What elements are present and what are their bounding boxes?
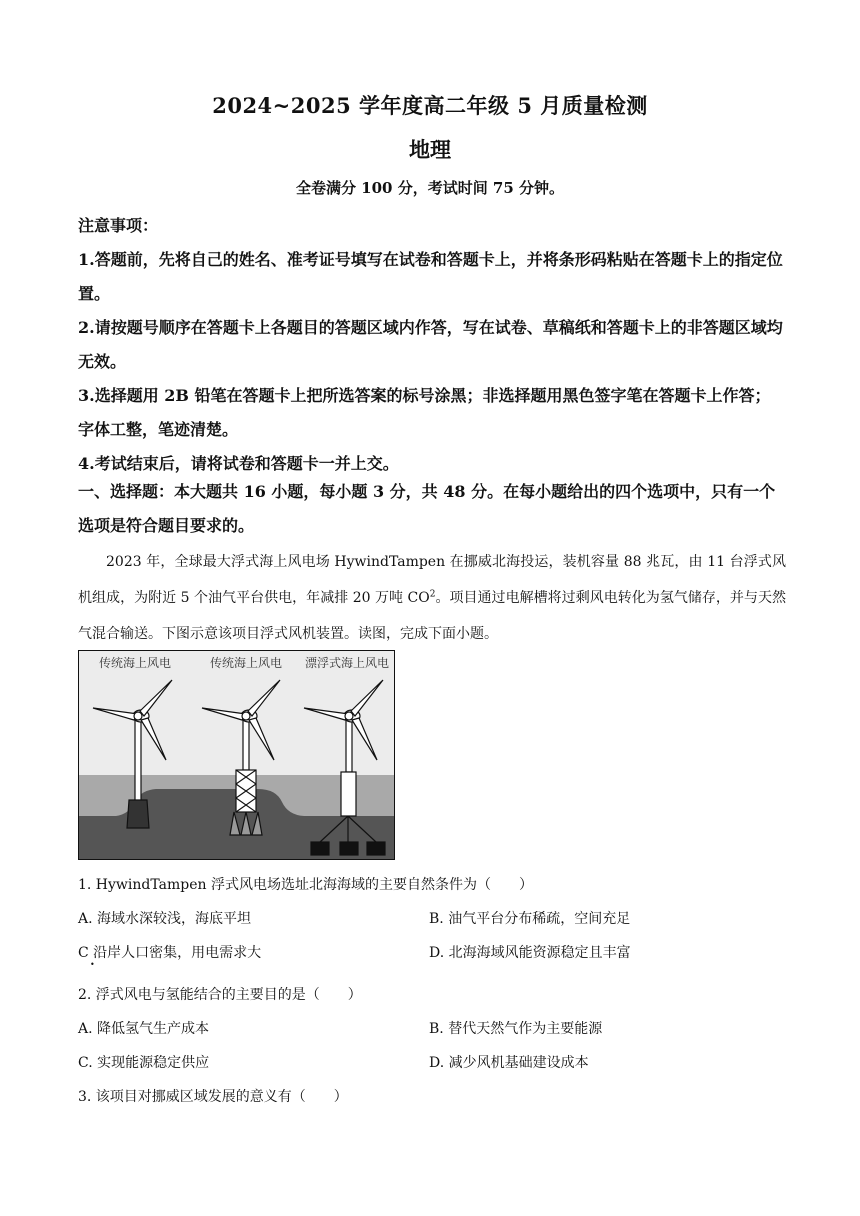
option-row <box>78 938 786 972</box>
option-b: B. 油气平台分布稀疏，空间充足 <box>429 911 631 927</box>
option-row <box>78 1048 786 1082</box>
turbine-hub <box>134 712 142 720</box>
anchor-block <box>311 842 329 855</box>
wind-turbine-diagram <box>78 650 395 860</box>
option-d: D. 北海海域风能资源稳定且丰富 <box>429 945 631 961</box>
passage-subscript: 2 <box>429 589 436 600</box>
turbine-label: 传统海上风电 <box>209 656 283 670</box>
note-item: 4.考试结束后，请将试卷和答题卡一并上交。 <box>78 454 399 473</box>
reading-passage <box>78 544 786 652</box>
floating-spar-buoy <box>341 772 356 816</box>
question-stem: 2. 浮式风电与氢能结合的主要目的是（ ） <box>78 987 362 1003</box>
exam-meta: 全卷满分 100 分，考试时间 75 分钟。 <box>295 179 565 197</box>
option-c: C 沿岸人口密集，用电需求大 <box>78 945 262 961</box>
subject-title: 地理 <box>409 137 451 162</box>
option-a: A. 降低氢气生产成本 <box>78 1021 210 1037</box>
note-item: 2.请按题号顺序在答题卡上各题目的答题区域内作答，写在试卷、草稿纸和答题卡上的非答题区域均无效。 <box>78 318 783 371</box>
option-b: B. 替代天然气作为主要能源 <box>429 1021 603 1037</box>
wind-turbine-figure <box>78 650 395 860</box>
exam-title: 2024~2025 学年度高二年级 5 月质量检测 <box>212 93 648 118</box>
jacket-piles <box>230 812 262 835</box>
section-heading <box>78 475 784 543</box>
option-a: A. 海域水深较浅，海底平坦 <box>78 911 252 927</box>
questions-block <box>78 870 786 1116</box>
option-d: D. 减少风机基础建设成本 <box>429 1055 589 1071</box>
question-stem: 1. HywindTampen 浮式风电场选址北海海域的主要自然条件为（ ） <box>78 877 533 893</box>
turbine-hub <box>242 712 250 720</box>
question-stem: 3. 该项目对挪威区域发展的意义有（ ） <box>78 1089 348 1105</box>
note-item: 1.答题前，先将自己的姓名、准考证号填写在试卷和答题卡上，并将条形码粘贴在答题卡上的指定位置。 <box>78 250 783 303</box>
notes-heading: 注意事项： <box>78 216 159 235</box>
anchor-block <box>367 842 385 855</box>
turbine-tower <box>243 720 249 770</box>
anchor-block <box>340 842 358 855</box>
passage-text-2: 。项目通过电解槽将过剩风电转化为氢气储存，并与天然气混合输送。下图示意该项目浮式风机装置。读图，完成下面小题。 <box>78 590 786 642</box>
option-c: C. 实现能源稳定供应 <box>78 1055 210 1071</box>
section-heading-text: 一、选择题：本大题共 16 小题，每小题 3 分，共 48 分。在每小题给出的四个选项中，只有一个选项是符合题目要求的。 <box>78 482 776 535</box>
option-row <box>78 1014 786 1048</box>
notes-block <box>78 209 784 481</box>
stray-dot: • <box>90 960 95 969</box>
note-item: 3.选择题用 2B 铅笔在答题卡上把所选答案的标号涂黑；非选择题用黑色签字笔在答题卡上作答；字体工整，笔迹清楚。 <box>78 386 771 439</box>
turbine-label: 传统海上风电 <box>98 656 172 670</box>
turbine-hub <box>345 712 353 720</box>
turbine-label: 漂浮式海上风电 <box>304 656 390 670</box>
monopile-foundation <box>127 800 149 828</box>
option-row <box>78 904 786 938</box>
turbine-tower <box>346 720 352 772</box>
turbine-tower <box>135 720 141 802</box>
passage-text-1: 2023 年，全球最大浮式海上风电场 HywindTampen 在挪威北海投运，装机容量 88 兆瓦，由 11 台浮式风机组成，为附近 5 个油气平台供电，年减排 20 万吨 CO <box>78 554 786 606</box>
